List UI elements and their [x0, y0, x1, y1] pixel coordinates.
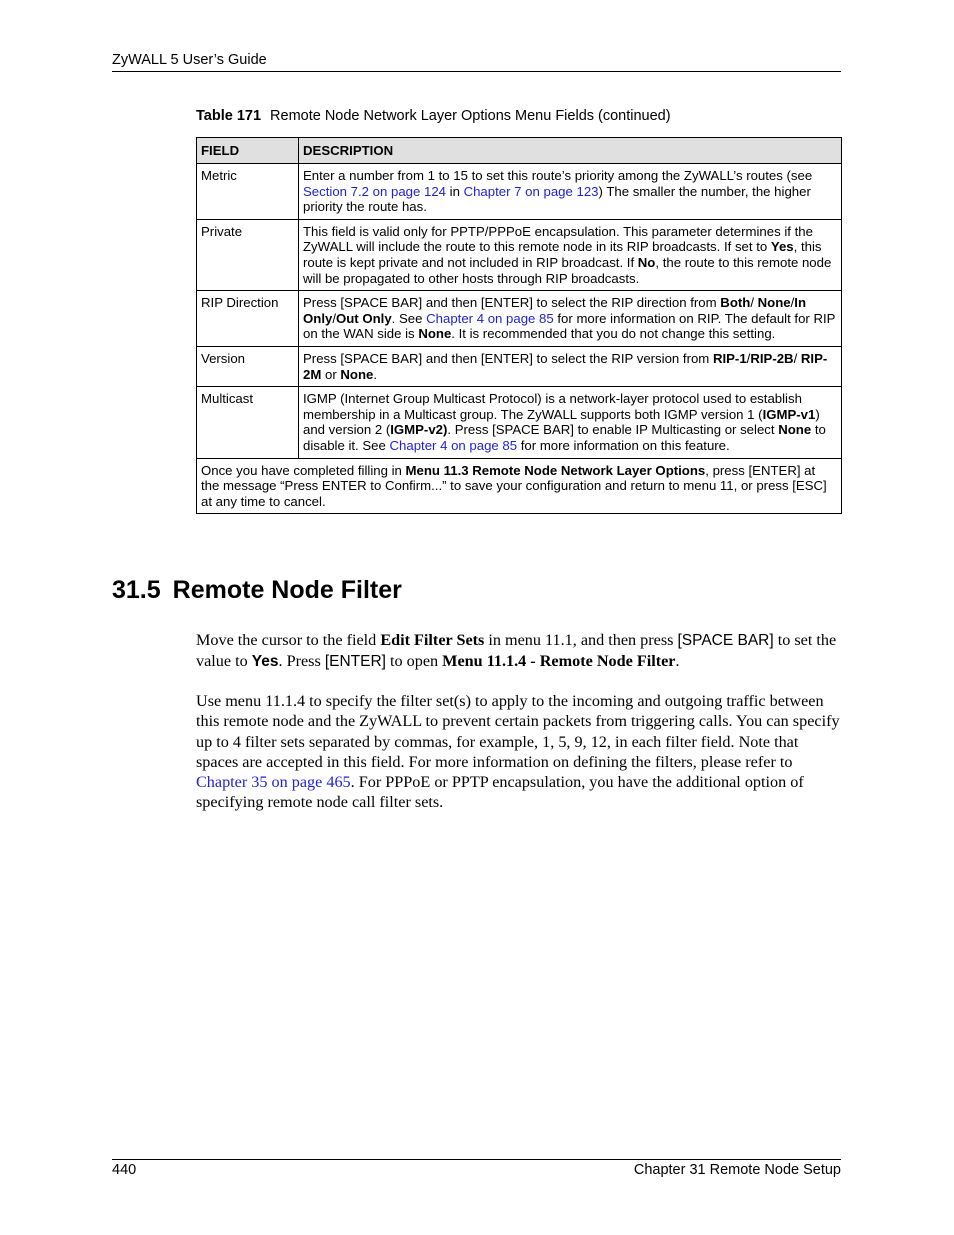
bold-term: Yes [770, 239, 794, 255]
text: ) The smaller the number, the higher priority the route has. [303, 183, 811, 215]
text: / [332, 310, 336, 326]
field-cell: RIP Direction [197, 291, 299, 347]
key-name: [SPACE BAR] [677, 632, 774, 649]
section-heading [112, 576, 402, 605]
bold-term: IGMP-v2) [390, 422, 448, 438]
table-caption-text: Remote Node Network Layer Options Menu Fields (continued) [270, 108, 671, 124]
table-caption [196, 108, 671, 124]
field-cell: Multicast [197, 387, 299, 458]
text: , this route is kept private and not included in RIP broadcast. If [303, 239, 822, 270]
text: in [445, 183, 464, 199]
text: to disable it. See [303, 422, 826, 453]
table-row [197, 219, 842, 290]
col-field: FIELD [197, 138, 299, 164]
text: . Press [SPACE BAR] to enable IP Multicasting or select [447, 422, 779, 438]
text: / [750, 295, 758, 311]
section-title: Remote Node Filter [172, 576, 402, 604]
text: Use menu 11.1.4 to specify the filter set(s) to apply to the incoming and outgoing traffic between this remote node and the ZyWALL to prevent certain packets from triggering calls. You can specify up to 4 filter sets separated by commas, for example, 1, 5, 9, 12, in each filter field. Note that spaces are accepted in this field. For more information on defining the filters, please refer to [196, 692, 840, 771]
text: Press [SPACE BAR] and then [ENTER] to select the RIP version from [303, 350, 713, 366]
fields-table [196, 137, 842, 514]
table-row [197, 164, 842, 220]
field-cell: Version [197, 346, 299, 386]
link-chapter-4[interactable]: Chapter 4 on page 85 [389, 437, 518, 453]
text: , press [ENTER] at the message “Press ENTER to Confirm...” to save your configuration and return to menu 11, or press [ESC] at any time to cancel. [201, 462, 827, 509]
bold-term: No [637, 254, 656, 270]
key-name: [ENTER] [324, 653, 386, 671]
bold-term: None [340, 366, 374, 382]
bold-term: RIP-2B [750, 350, 794, 366]
bold-term: None [757, 295, 791, 311]
description-cell [299, 219, 842, 290]
description-cell [299, 291, 842, 347]
text: Press [SPACE BAR] and then [ENTER] to select the RIP direction from [303, 295, 721, 311]
footer-rule [112, 1159, 841, 1160]
text: Enter a number from 1 to 15 to set this route’s priority among the ZyWALL’s routes (see [303, 168, 813, 183]
bold-term: Menu 11.3 Remote Node Network Layer Options [405, 462, 706, 478]
paragraph [196, 691, 842, 813]
page-number: 440 [112, 1162, 137, 1178]
table-label: Table 171 [196, 108, 262, 124]
section-number: 31.5 [112, 576, 161, 604]
text: . [675, 652, 680, 671]
text: / [793, 350, 801, 366]
bold-term: Menu 11.1.4 - Remote Node Filter [442, 652, 676, 671]
footer-chapter: Chapter 31 Remote Node Setup [633, 1162, 841, 1178]
text: in menu 11.1, and then press [484, 631, 678, 649]
text: IGMP (Internet Group Multicast Protocol) is a network-layer protocol used to establish membership in a Multicast group. The ZyWALL supports both IGMP version 1 ( [303, 391, 802, 422]
text: for more information on this feature. [517, 437, 730, 453]
link-chapter-4[interactable]: Chapter 4 on page 85 [426, 310, 554, 326]
table-row [197, 291, 842, 347]
table-header-row [197, 138, 842, 164]
bold-term: Out Only [335, 310, 392, 326]
text: for more information on RIP. The default for RIP on the WAN side is [303, 310, 836, 342]
table-row [197, 346, 842, 386]
bold-term: Yes [251, 653, 279, 671]
description-cell [299, 164, 842, 220]
table-footer-row [197, 458, 842, 514]
text: . For PPPoE or PPTP encapsulation, you have the additional option of specifying remote node call filter sets. [196, 773, 804, 812]
text: or [321, 366, 341, 382]
footer-note-cell [197, 458, 842, 514]
description-cell [299, 346, 842, 386]
paragraph [196, 630, 842, 673]
bold-term: None [418, 326, 452, 342]
table-row [197, 387, 842, 458]
link-section-7-2[interactable]: Section 7.2 on page 124 [303, 183, 446, 199]
text: . [373, 366, 378, 382]
field-cell: Metric [197, 164, 299, 220]
bold-term: IGMP-v1 [762, 406, 816, 422]
bold-term: RIP-1 [712, 350, 747, 366]
text: Once you have completed filling in [201, 462, 406, 478]
field-cell: Private [197, 219, 299, 290]
bold-term: RIP-2M [303, 350, 828, 382]
bold-term: Edit Filter Sets [380, 631, 485, 649]
text: to open [385, 652, 443, 671]
description-cell [299, 387, 842, 458]
bold-term: None [778, 422, 812, 438]
header-rule [112, 71, 841, 72]
col-description: DESCRIPTION [299, 138, 842, 164]
bold-term: Both [720, 295, 751, 311]
link-chapter-35[interactable]: Chapter 35 on page 465 [196, 773, 351, 792]
text: to set the value to [196, 631, 837, 671]
running-header: ZyWALL 5 User’s Guide [112, 52, 267, 68]
text: . See [391, 310, 427, 326]
text: / [746, 350, 751, 366]
text: Move the cursor to the field [196, 631, 381, 649]
link-chapter-7[interactable]: Chapter 7 on page 123 [463, 183, 599, 199]
text: ) and version 2 ( [303, 406, 820, 438]
text: . Press [278, 652, 325, 671]
bold-term: In Only [303, 295, 807, 326]
text: / [790, 295, 795, 311]
text: This field is valid only for PPTP/PPPoE encapsulation. This parameter determines if the ZyWALL will include the route to this remote node in its RIP broadcasts. If set to [303, 223, 813, 255]
text: . It is recommended that you do not change this setting. [451, 326, 776, 342]
text: , the route to this remote node will be propagated to other hosts through RIP broadcasts. [303, 254, 832, 286]
